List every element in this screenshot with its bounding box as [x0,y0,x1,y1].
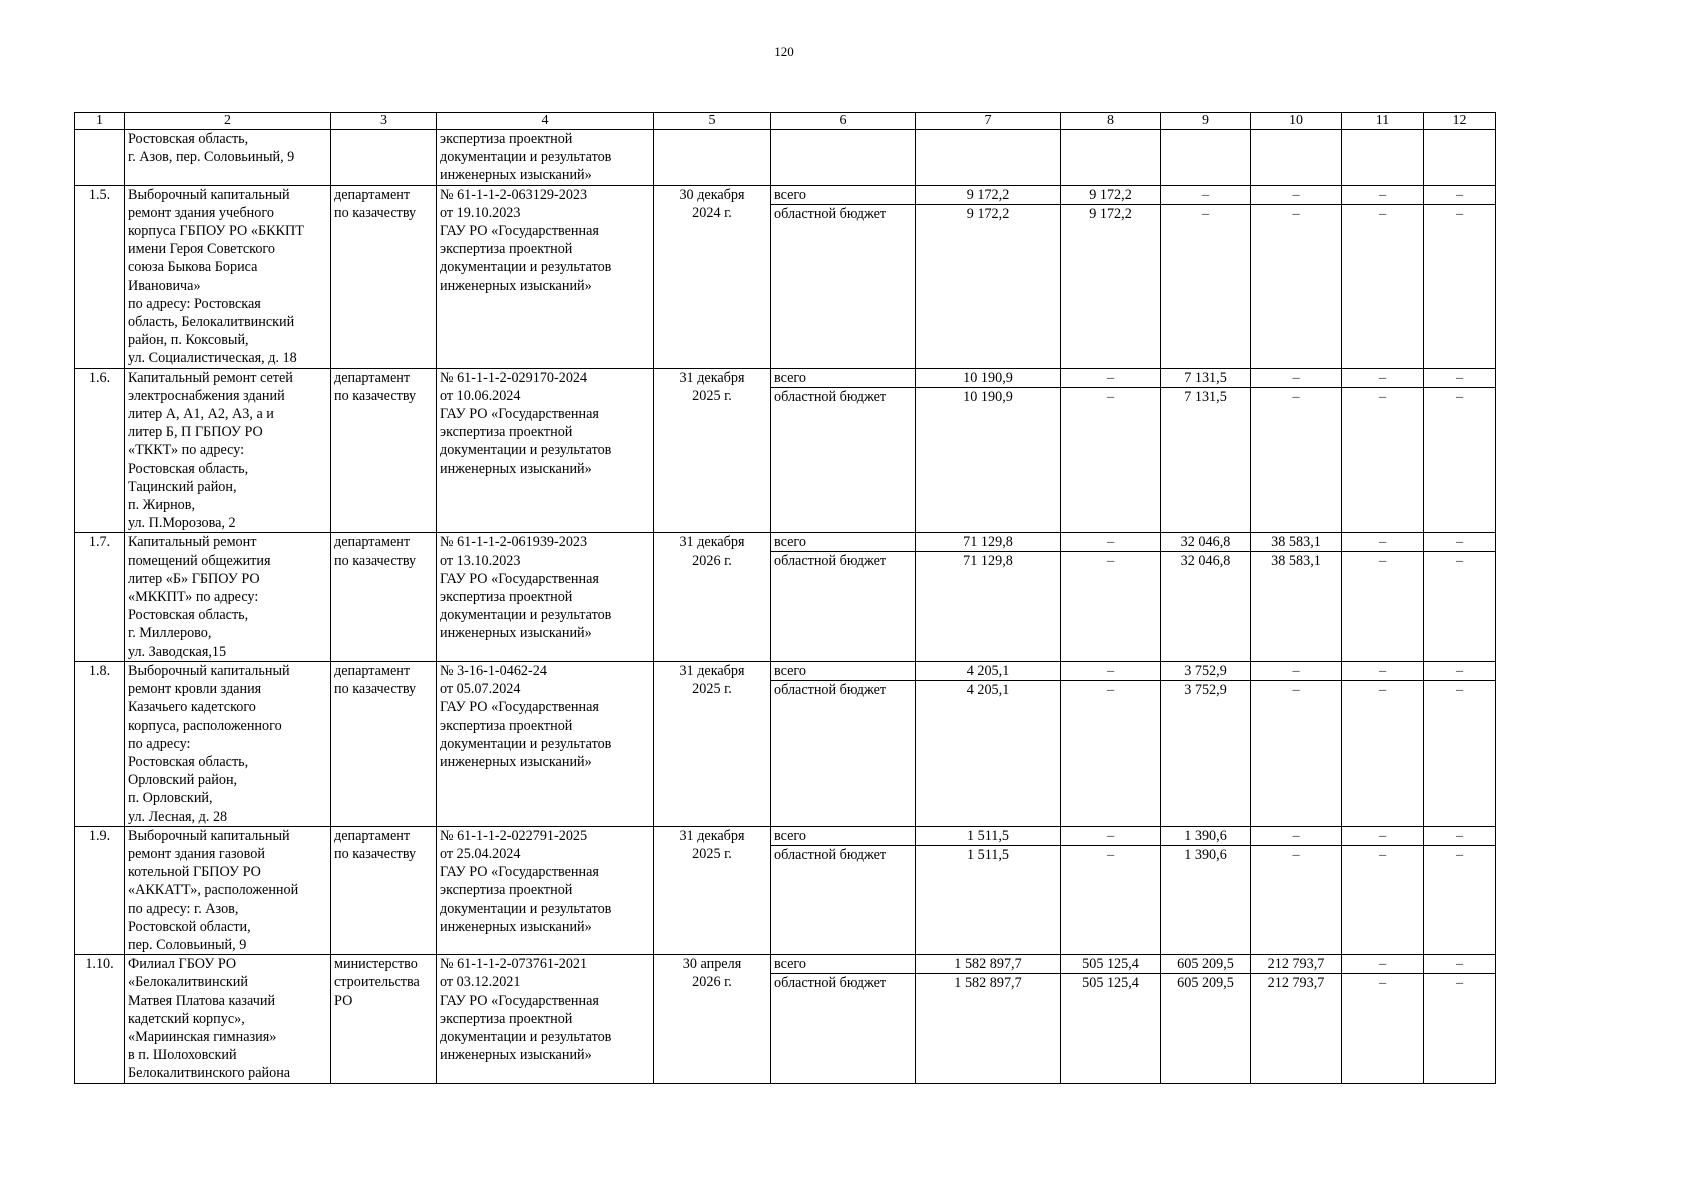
expertise-cell: № 61-1-1-2-063129-2023 от 19.10.2023 ГАУ РО «Государственная экспертиза проектной документации и результатов инженерных изысканий» [437,185,654,368]
source-cell [771,185,916,368]
amount-cell [1342,368,1424,533]
amount-value: – [1342,955,1423,974]
amount-value: 71 129,8 [916,533,1060,552]
project-row [75,826,1496,954]
funding-source-label: всего [771,533,915,552]
object-cell: Выборочный капитальный ремонт кровли здания Казачьего кадетского корпуса, расположенного по адресу: Ростовская область, Орловский район, п. Орловский, ул. Лесная, д. 28 [125,661,331,826]
object-cell: Выборочный капитальный ремонт здания газовой котельной ГБПОУ РО «АККАТТ», расположенной по адресу: г. Азов, Ростовской области, пер. Соловьиный, 9 [125,826,331,954]
amount-value: 9 172,2 [966,205,1010,222]
amount-cell [1161,368,1251,533]
amount-value: – [1455,975,1464,992]
amount-value: – [1292,846,1300,863]
source-cell [771,533,916,661]
object-cell: Капитальный ремонт помещений общежития литер «Б» ГБПОУ РО «МККПТ» по адресу: Ростовская область, г. Миллерово, ул. Заводская,15 [125,533,331,661]
funding-source-label: всего [771,955,915,974]
amount-cell [1251,661,1342,826]
funding-source-label: всего [771,662,915,681]
department-cell: министерство строительства РО [331,955,437,1083]
amount-cell [1061,185,1161,368]
amount-cell [1251,533,1342,661]
amount-cell [1424,368,1496,533]
amount-value: – [1342,827,1423,846]
amount-value: – [1455,553,1464,570]
amount-cell [1342,185,1424,368]
amount-cell [1424,533,1496,661]
deadline-cell: 30 декабря 2024 г. [654,185,771,368]
row-number-cell: 1.10. [75,955,125,1083]
amount-value: 38 583,1 [1271,553,1321,570]
funding-source-label: областной бюджет [774,388,887,405]
amount-cell [1161,955,1251,1083]
amount-value: 4 205,1 [966,681,1010,698]
expertise-cell: экспертиза проектной документации и результатов инженерных изысканий» [437,130,654,186]
amount-cell [1061,661,1161,826]
financing-table [74,112,1496,1084]
amount-value: – [1251,827,1341,846]
amount-value: 32 046,8 [1180,553,1231,570]
row-number-cell: 1.9. [75,826,125,954]
deadline-cell: 31 декабря 2025 г. [654,826,771,954]
amount-value: – [1378,388,1387,405]
amount-value: 38 583,1 [1251,533,1341,552]
continuation-row [75,130,1496,186]
deadline-cell: 31 декабря 2025 г. [654,368,771,533]
amount-cell [1251,185,1342,368]
amount-cell [1424,130,1496,186]
amount-value: – [1061,662,1160,681]
project-row [75,955,1496,1083]
amount-cell [1424,661,1496,826]
amount-value: – [1455,205,1464,222]
amount-value: 3 752,9 [1161,662,1250,681]
column-header: 12 [1424,113,1496,130]
amount-value: 32 046,8 [1161,533,1250,552]
amount-value: – [1342,533,1423,552]
department-cell: департамент по казачеству [331,185,437,368]
amount-cell [1061,533,1161,661]
amount-value: 10 190,9 [963,388,1013,405]
department-cell: департамент по казачеству [331,661,437,826]
amount-value: – [1424,369,1495,388]
column-header: 10 [1251,113,1342,130]
row-number-cell: 1.8. [75,661,125,826]
source-cell [771,955,916,1083]
amount-value: – [1424,186,1495,205]
amount-value: 4 205,1 [916,662,1060,681]
column-header: 1 [75,113,125,130]
column-header: 8 [1061,113,1161,130]
amount-cell [1251,368,1342,533]
amount-cell [1342,955,1424,1083]
amount-value: 71 129,8 [963,553,1013,570]
amount-cell [1342,533,1424,661]
column-header: 6 [771,113,916,130]
amount-cell [1342,661,1424,826]
amount-value: – [1424,533,1495,552]
amount-value: – [1251,662,1341,681]
column-header: 11 [1342,113,1424,130]
amount-value: – [1378,205,1387,222]
amount-value: – [1455,388,1464,405]
amount-cell [1251,130,1342,186]
expertise-cell: № 3-16-1-0462-24 от 05.07.2024 ГАУ РО «Государственная экспертиза проектной документации и результатов инженерных изысканий» [437,661,654,826]
amount-value: – [1106,846,1115,863]
funding-source-label: областной бюджет [774,681,887,698]
column-header: 2 [125,113,331,130]
funding-source-label: всего [771,186,915,205]
project-row [75,368,1496,533]
amount-value: 3 752,9 [1184,681,1227,698]
funding-source-label: областной бюджет [774,205,887,222]
amount-value: 9 172,2 [1061,186,1160,205]
column-header: 4 [437,113,654,130]
source-cell [771,130,916,186]
amount-value: 9 172,2 [1089,205,1132,222]
amount-value: – [1106,681,1115,698]
amount-value: 7 131,5 [1161,369,1250,388]
amount-value: – [1061,827,1160,846]
expertise-cell: № 61-1-1-2-022791-2025 от 25.04.2024 ГАУ РО «Государственная экспертиза проектной документации и результатов инженерных изысканий» [437,826,654,954]
amount-value: 7 131,5 [1184,388,1227,405]
column-header: 9 [1161,113,1251,130]
amount-value: – [1292,205,1300,222]
amount-value: – [1342,662,1423,681]
amount-value: 505 125,4 [1082,975,1139,992]
amount-cell [916,368,1061,533]
amount-value: – [1378,975,1387,992]
project-row [75,661,1496,826]
amount-value: – [1061,369,1160,388]
object-cell: Филиал ГБОУ РО «Белокалитвинский Матвея Платова казачий кадетский корпус», «Мариинская гимназия» в п. Шолоховский Белокалитвинского района [125,955,331,1083]
amount-value: – [1378,846,1387,863]
amount-value: – [1424,827,1495,846]
amount-value: – [1378,553,1387,570]
amount-cell [916,826,1061,954]
amount-value: 1 511,5 [966,846,1010,863]
amount-cell [1061,955,1161,1083]
amount-cell [916,533,1061,661]
amount-cell [1342,130,1424,186]
department-cell: департамент по казачеству [331,826,437,954]
amount-cell [1251,955,1342,1083]
amount-value: – [1378,681,1387,698]
amount-cell [916,661,1061,826]
amount-cell [1061,826,1161,954]
source-cell [771,826,916,954]
department-cell: департамент по казачеству [331,368,437,533]
amount-cell [916,185,1061,368]
amount-value: 9 172,2 [916,186,1060,205]
funding-source-label: областной бюджет [774,846,887,863]
amount-value: – [1061,533,1160,552]
amount-value: – [1455,681,1464,698]
amount-value: – [1251,186,1341,205]
amount-cell [1424,826,1496,954]
project-row [75,185,1496,368]
amount-value: 212 793,7 [1251,955,1341,974]
column-header: 7 [916,113,1061,130]
row-number-cell: 1.7. [75,533,125,661]
expertise-cell: № 61-1-1-2-073761-2021 от 03.12.2021 ГАУ РО «Государственная экспертиза проектной документации и результатов инженерных изысканий» [437,955,654,1083]
column-header: 3 [331,113,437,130]
amount-value: 505 125,4 [1061,955,1160,974]
column-header: 5 [654,113,771,130]
amount-cell [1061,130,1161,186]
source-cell [771,368,916,533]
row-number-cell: 1.6. [75,368,125,533]
object-cell: Капитальный ремонт сетей электроснабжения зданий литер А, А1, А2, А3, а и литер Б, П ГБПОУ РО «ТККТ» по адресу: Ростовская область, Тацинский район, п. Жирнов, ул. П.Морозова, 2 [125,368,331,533]
amount-value: – [1201,205,1210,222]
amount-value: – [1342,186,1423,205]
amount-cell [1161,826,1251,954]
deadline-cell [654,130,771,186]
amount-cell [916,130,1061,186]
funding-source-label: областной бюджет [774,975,887,992]
expertise-cell: № 61-1-1-2-029170-2024 от 10.06.2024 ГАУ РО «Государственная экспертиза проектной документации и результатов инженерных изысканий» [437,368,654,533]
amount-value: – [1342,369,1423,388]
row-number-cell: 1.5. [75,185,125,368]
amount-value: 1 390,6 [1161,827,1250,846]
amount-value: 605 209,5 [1177,975,1234,992]
amount-value: – [1161,186,1250,205]
project-row [75,533,1496,661]
amount-cell [1251,826,1342,954]
expertise-cell: № 61-1-1-2-061939-2023 от 13.10.2023 ГАУ РО «Государственная экспертиза проектной документации и результатов инженерных изысканий» [437,533,654,661]
amount-value: – [1106,388,1115,405]
page-number: 120 [774,44,794,59]
amount-cell [1161,130,1251,186]
amount-value: 1 582 897,7 [954,975,1022,992]
funding-source-label: всего [771,369,915,388]
object-cell: Ростовская область, г. Азов, пер. Соловьиный, 9 [125,130,331,186]
department-cell [331,130,437,186]
deadline-cell: 31 декабря 2025 г. [654,661,771,826]
column-number-row [75,113,1496,130]
amount-value: 1 582 897,7 [916,955,1060,974]
source-cell [771,661,916,826]
funding-source-label: областной бюджет [774,553,887,570]
amount-value: 605 209,5 [1161,955,1250,974]
amount-value: – [1424,955,1495,974]
amount-cell [1161,185,1251,368]
deadline-cell: 30 апреля 2026 г. [654,955,771,1083]
amount-value: 1 390,6 [1184,846,1227,863]
department-cell: департамент по казачеству [331,533,437,661]
amount-value: – [1106,553,1115,570]
amount-value: – [1424,662,1495,681]
amount-value: – [1455,846,1464,863]
amount-cell [1161,533,1251,661]
amount-value: 1 511,5 [916,827,1060,846]
amount-cell [1342,826,1424,954]
amount-cell [1061,368,1161,533]
amount-value: – [1292,681,1300,698]
amount-value: 10 190,9 [916,369,1060,388]
amount-cell [1161,661,1251,826]
funding-source-label: всего [771,827,915,846]
amount-cell [1424,955,1496,1083]
amount-cell [1424,185,1496,368]
deadline-cell: 31 декабря 2026 г. [654,533,771,661]
row-number-cell [75,130,125,186]
amount-value: – [1251,369,1341,388]
amount-cell [916,955,1061,1083]
object-cell: Выборочный капитальный ремонт здания учебного корпуса ГБПОУ РО «БККПТ имени Героя Советского союза Быкова Бориса Ивановича» по адресу: Ростовская область, Белокалитвинский район, п. Коксовый, ул. Социалистическая, д. 18 [125,185,331,368]
amount-value: 212 793,7 [1267,975,1325,992]
amount-value: – [1292,388,1300,405]
